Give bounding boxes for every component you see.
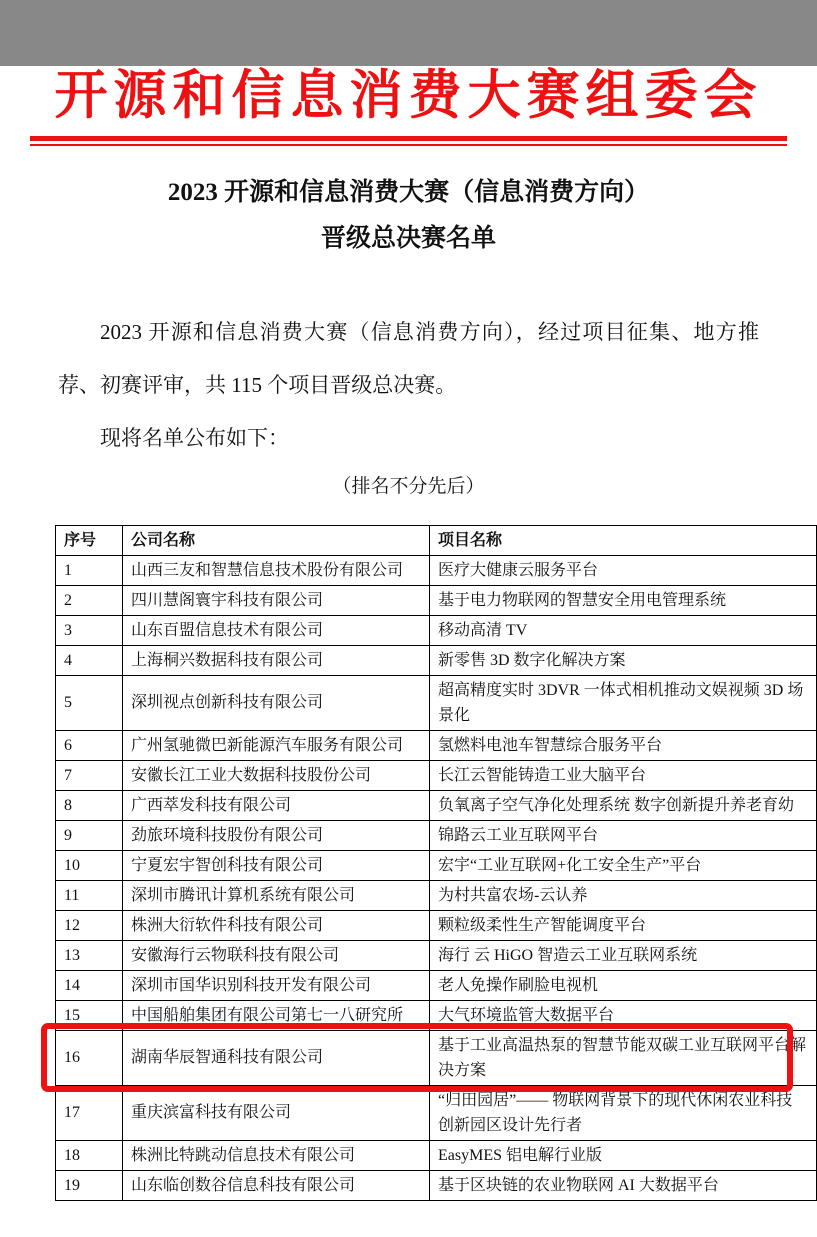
cell-row-number: 2: [56, 585, 123, 615]
cell-company-name: 安徽海行云物联科技有限公司: [123, 940, 430, 970]
cell-company-name: 山东百盟信息技术有限公司: [123, 615, 430, 645]
cell-row-number: 4: [56, 645, 123, 675]
cell-row-number: 19: [56, 1170, 123, 1200]
cell-company-name: 重庆滨富科技有限公司: [123, 1085, 430, 1140]
cell-project-name: “归田园居”—— 物联网背景下的现代休闲农业科技创新园区设计先行者: [430, 1085, 817, 1140]
document-title-line2: 晋级总决赛名单: [320, 224, 496, 252]
cell-row-number: 12: [56, 910, 123, 940]
cell-company-name: 株洲大衍软件科技有限公司: [123, 910, 430, 940]
cell-company-name: 广西萃发科技有限公司: [123, 790, 430, 820]
cell-project-name: 老人免操作刷脸电视机: [430, 970, 817, 1000]
cell-project-name: EasyMES 铝电解行业版: [430, 1140, 817, 1170]
table-row: [56, 645, 817, 675]
table-row: [56, 970, 817, 1000]
table-row: [56, 1000, 817, 1030]
cell-project-name: 移动高清 TV: [430, 615, 817, 645]
cell-row-number: 13: [56, 940, 123, 970]
cell-company-name: 山西三友和智慧信息技术股份有限公司: [123, 555, 430, 585]
table-row: [56, 675, 817, 730]
org-header-title: 开源和信息消费大赛组委会: [54, 67, 763, 125]
cell-project-name: 宏宇“工业互联网+化工安全生产”平台: [430, 850, 817, 880]
table-row: [56, 820, 817, 850]
table-row: [56, 790, 817, 820]
cell-company-name: 广州氢驰微巴新能源汽车服务有限公司: [123, 730, 430, 760]
cell-company-name: 深圳市国华识别科技开发有限公司: [123, 970, 430, 1000]
cell-row-number: 7: [56, 760, 123, 790]
results-table-body: [56, 555, 817, 1200]
cell-project-name: 基于电力物联网的智慧安全用电管理系统: [430, 585, 817, 615]
cell-project-name: 新零售 3D 数字化解决方案: [430, 645, 817, 675]
results-table: [55, 525, 817, 1201]
table-row: [56, 760, 817, 790]
table-row: [56, 585, 817, 615]
column-header-project: 项目名称: [430, 525, 817, 555]
cell-row-number: 3: [56, 615, 123, 645]
column-header-no: 序号: [56, 525, 123, 555]
intro-paragraph: 2023 开源和信息消费大赛（信息消费方向），经过项目征集、地方推荐、初赛评审，共 115 个项目晋级总决赛。: [58, 319, 759, 397]
cell-row-number: 6: [56, 730, 123, 760]
cell-project-name: 医疗大健康云服务平台: [430, 555, 817, 585]
table-header-row: [56, 525, 817, 555]
header-rule-thick: [30, 136, 787, 141]
table-row: [56, 555, 817, 585]
table-row: [56, 880, 817, 910]
cell-company-name: 安徽长江工业大数据科技股份公司: [123, 760, 430, 790]
cell-project-name: 锦路云工业互联网平台: [430, 820, 817, 850]
cell-company-name: 劲旅环境科技股份有限公司: [123, 820, 430, 850]
cell-company-name: 宁夏宏宇智创科技有限公司: [123, 850, 430, 880]
cell-project-name: 超高精度实时 3DVR 一体式相机推动文娱视频 3D 场景化: [430, 675, 817, 730]
cell-row-number: 17: [56, 1085, 123, 1140]
cell-company-name: 湖南华辰智通科技有限公司: [123, 1030, 430, 1085]
cell-company-name: 株洲比特跳动信息技术有限公司: [123, 1140, 430, 1170]
cell-project-name: 海行 云 HiGO 智造云工业互联网系统: [430, 940, 817, 970]
cell-project-name: 基于区块链的农业物联网 AI 大数据平台: [430, 1170, 817, 1200]
cell-project-name: 基于工业高温热泵的智慧节能双碳工业互联网平台解决方案: [430, 1030, 817, 1085]
cell-company-name: 上海桐兴数据科技有限公司: [123, 645, 430, 675]
table-row: [56, 910, 817, 940]
cell-row-number: 10: [56, 850, 123, 880]
cell-row-number: 11: [56, 880, 123, 910]
ranking-note: （排名不分先后）: [332, 475, 485, 497]
table-row: [56, 1170, 817, 1200]
announce-paragraph: 现将名单公布如下：: [100, 425, 289, 450]
document-page: [0, 66, 817, 1237]
table-row: [56, 1085, 817, 1140]
cell-company-name: 四川慧阁寰宇科技有限公司: [123, 585, 430, 615]
cell-row-number: 16: [56, 1030, 123, 1085]
table-row: [56, 850, 817, 880]
cell-company-name: 山东临创数谷信息科技有限公司: [123, 1170, 430, 1200]
cell-row-number: 1: [56, 555, 123, 585]
table-row: [56, 730, 817, 760]
document-title-line1: 2023 开源和信息消费大赛（信息消费方向）: [167, 178, 650, 206]
cell-project-name: 长江云智能铸造工业大脑平台: [430, 760, 817, 790]
header-rule-thin: [30, 144, 787, 146]
cell-project-name: 大气环境监管大数据平台: [430, 1000, 817, 1030]
cell-project-name: 氢燃料电池车智慧综合服务平台: [430, 730, 817, 760]
cell-row-number: 5: [56, 675, 123, 730]
cell-row-number: 18: [56, 1140, 123, 1170]
cell-row-number: 9: [56, 820, 123, 850]
cell-company-name: 中国船舶集团有限公司第七一八研究所: [123, 1000, 430, 1030]
cell-row-number: 15: [56, 1000, 123, 1030]
table-row: [56, 615, 817, 645]
table-wrap: [55, 525, 807, 1201]
cell-row-number: 14: [56, 970, 123, 1000]
cell-company-name: 深圳市腾讯计算机系统有限公司: [123, 880, 430, 910]
table-row: [56, 940, 817, 970]
cell-row-number: 8: [56, 790, 123, 820]
column-header-company: 公司名称: [123, 525, 430, 555]
cell-company-name: 深圳视点创新科技有限公司: [123, 675, 430, 730]
table-row: [56, 1030, 817, 1085]
cell-project-name: 负氧离子空气净化处理系统 数字创新提升养老育幼: [430, 790, 817, 820]
cell-project-name: 为村共富农场-云认养: [430, 880, 817, 910]
cell-project-name: 颗粒级柔性生产智能调度平台: [430, 910, 817, 940]
table-row: [56, 1140, 817, 1170]
